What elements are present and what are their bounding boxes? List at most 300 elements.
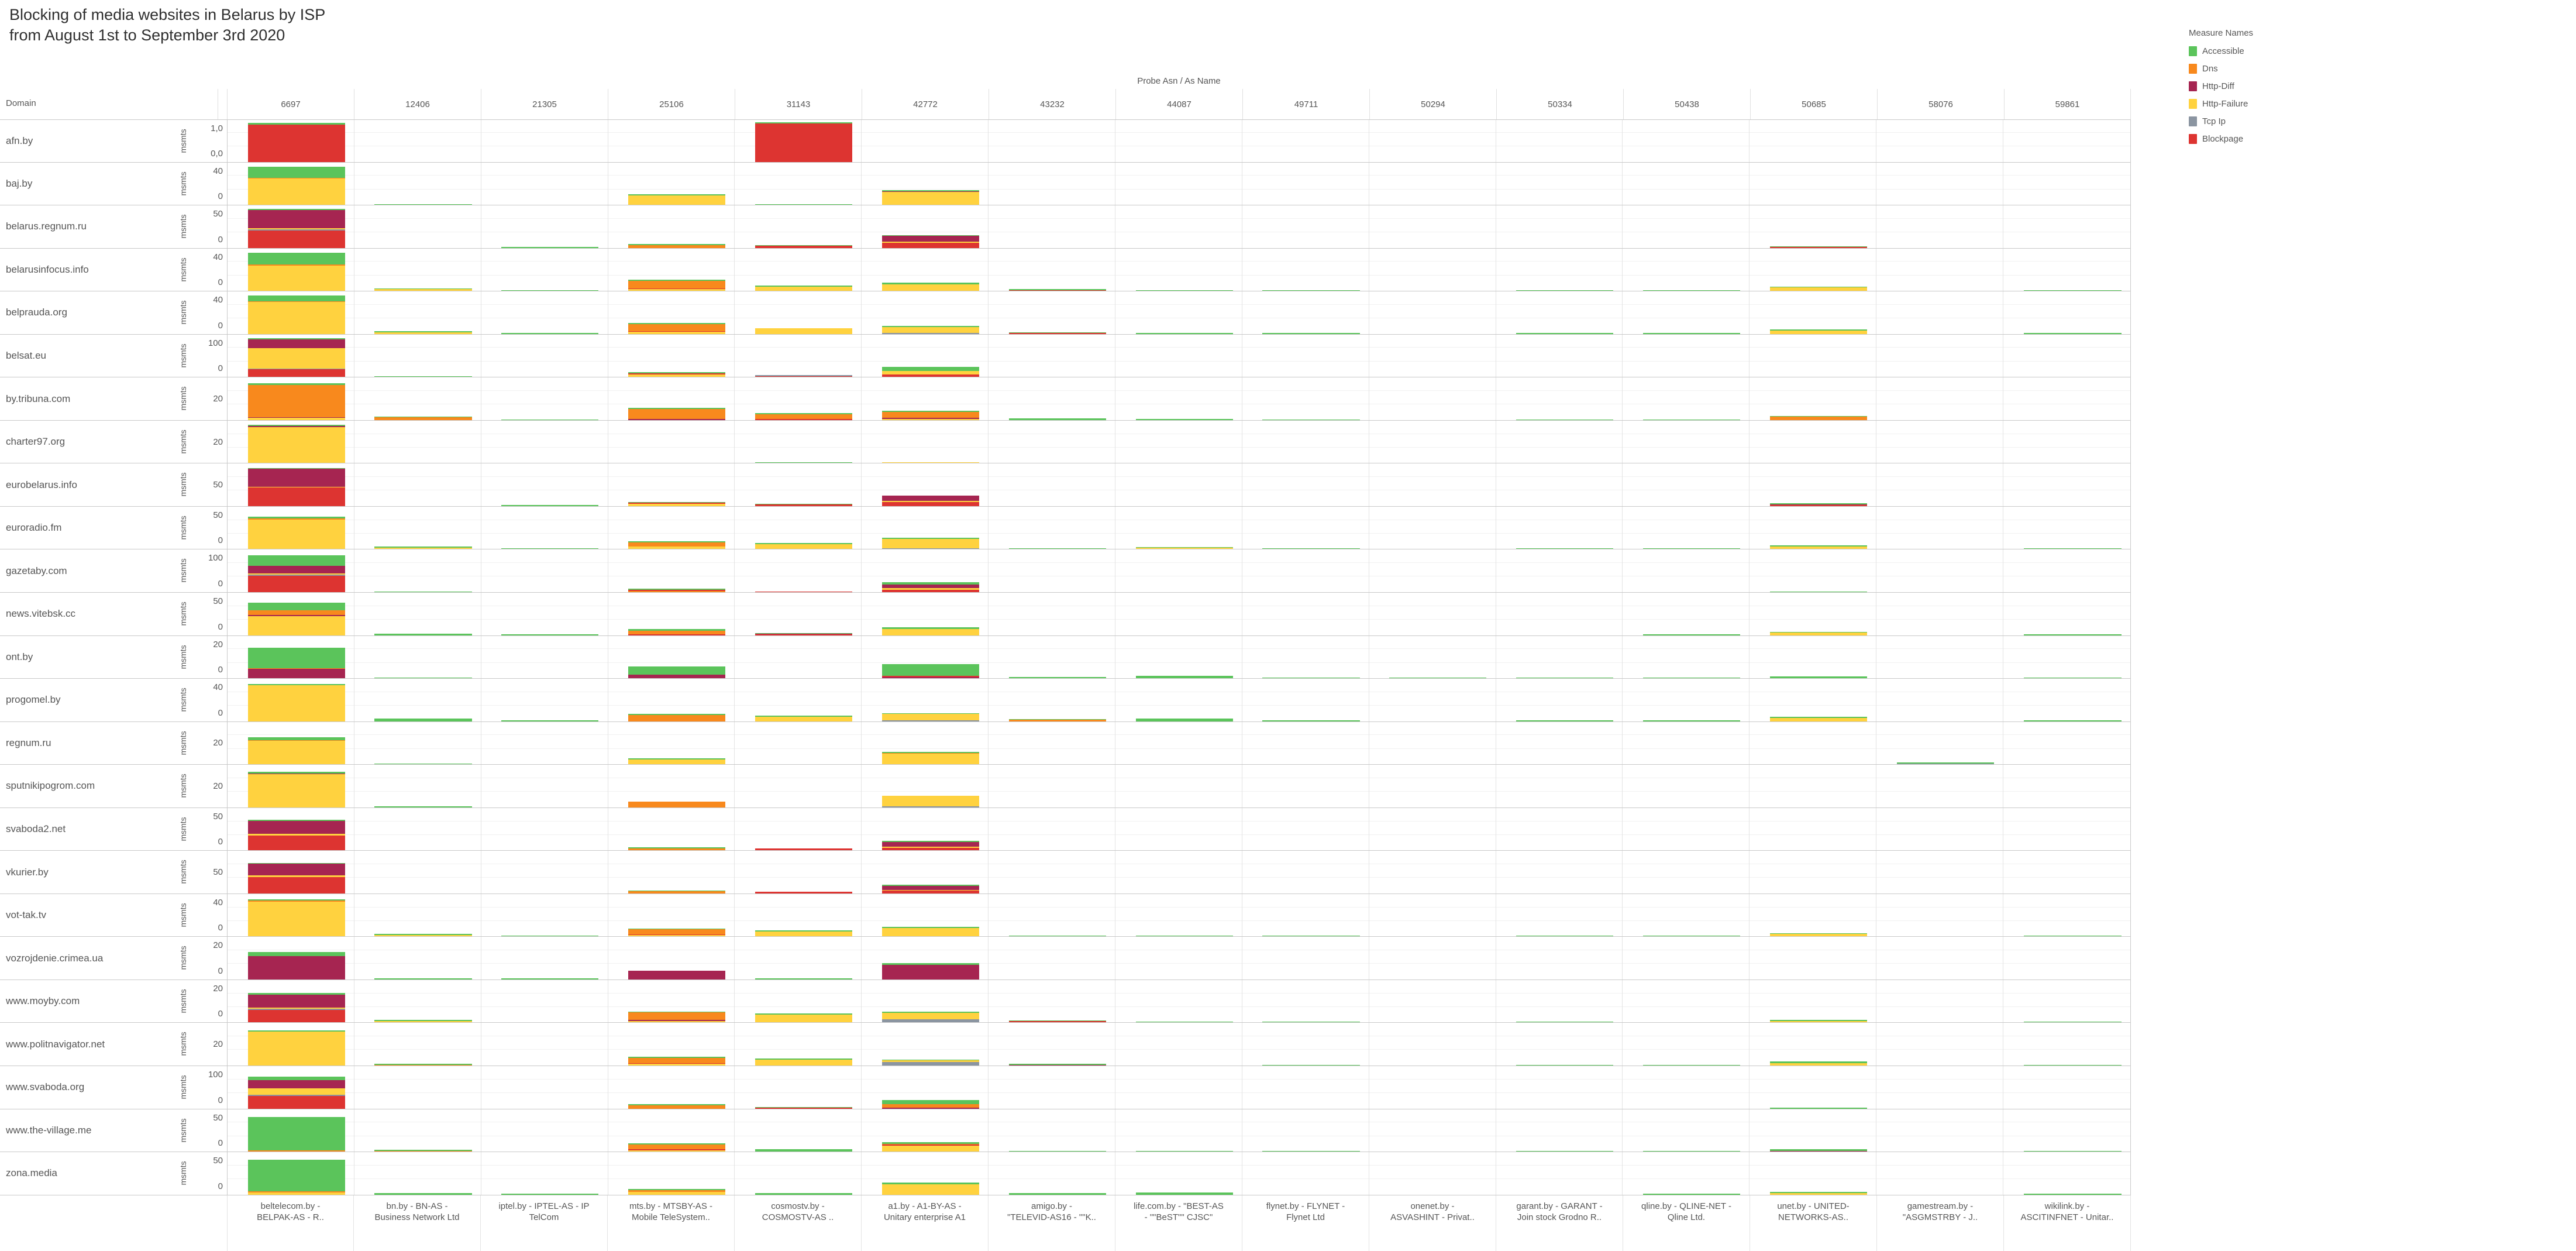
bar-segment-d[interactable] bbox=[628, 891, 725, 893]
stacked-bar[interactable] bbox=[1136, 936, 1233, 937]
stacked-bar[interactable] bbox=[1770, 632, 1867, 635]
bar-segment-d[interactable] bbox=[628, 1145, 725, 1150]
stacked-bar[interactable] bbox=[2024, 1194, 2122, 1195]
bar-segment-b[interactable] bbox=[1009, 290, 1106, 291]
stacked-bar[interactable] bbox=[755, 413, 852, 420]
stacked-bar[interactable] bbox=[374, 376, 471, 377]
stacked-bar[interactable] bbox=[628, 408, 725, 420]
stacked-bar[interactable] bbox=[248, 1077, 345, 1108]
bar-segment-f[interactable] bbox=[248, 302, 345, 334]
stacked-bar[interactable] bbox=[2024, 720, 2122, 721]
bar-segment-a[interactable] bbox=[755, 978, 852, 980]
bar-segment-h[interactable] bbox=[248, 469, 345, 487]
stacked-bar[interactable] bbox=[501, 505, 598, 506]
stacked-bar[interactable] bbox=[1516, 333, 1613, 334]
bar-segment-f[interactable] bbox=[374, 332, 471, 334]
bar-segment-f[interactable] bbox=[628, 195, 725, 205]
stacked-bar[interactable] bbox=[628, 891, 725, 893]
stacked-bar[interactable] bbox=[1643, 634, 1740, 635]
bar-segment-f[interactable] bbox=[248, 427, 345, 463]
stacked-bar[interactable] bbox=[1262, 936, 1359, 937]
bar-segment-a[interactable] bbox=[501, 936, 598, 937]
stacked-bar[interactable] bbox=[374, 288, 471, 291]
stacked-bar[interactable] bbox=[1262, 333, 1359, 334]
bar-segment-a[interactable] bbox=[248, 555, 345, 566]
stacked-bar[interactable] bbox=[248, 993, 345, 1023]
bar-segment-a[interactable] bbox=[248, 295, 345, 301]
bar-segment-f[interactable] bbox=[248, 1192, 345, 1195]
bar-segment-b[interactable] bbox=[755, 246, 852, 248]
stacked-bar[interactable] bbox=[628, 758, 725, 764]
bar-segment-a[interactable] bbox=[1643, 720, 1740, 721]
stacked-bar[interactable] bbox=[882, 326, 979, 334]
bar-segment-a[interactable] bbox=[374, 634, 471, 635]
bar-segment-t[interactable] bbox=[1897, 764, 1994, 765]
bar-segment-t[interactable] bbox=[882, 1062, 979, 1066]
bar-segment-f[interactable] bbox=[248, 616, 345, 635]
stacked-bar[interactable] bbox=[755, 245, 852, 248]
stacked-bar[interactable] bbox=[755, 462, 852, 463]
stacked-bar[interactable] bbox=[1389, 678, 1486, 679]
bar-segment-a[interactable] bbox=[1770, 676, 1867, 678]
stacked-bar[interactable] bbox=[882, 627, 979, 635]
stacked-bar[interactable] bbox=[1009, 548, 1106, 549]
stacked-bar[interactable] bbox=[628, 1189, 725, 1194]
bar-segment-f[interactable] bbox=[755, 932, 852, 937]
bar-segment-f[interactable] bbox=[882, 1146, 979, 1152]
bar-segment-a[interactable] bbox=[501, 634, 598, 635]
stacked-bar[interactable] bbox=[1770, 545, 1867, 549]
bar-segment-h[interactable] bbox=[628, 971, 725, 980]
bar-segment-a[interactable] bbox=[755, 1149, 852, 1152]
bar-segment-h[interactable] bbox=[882, 886, 979, 890]
bar-segment-f[interactable] bbox=[882, 796, 979, 806]
bar-segment-b[interactable] bbox=[1770, 247, 1867, 248]
bar-segment-h[interactable] bbox=[882, 496, 979, 501]
stacked-bar[interactable] bbox=[1770, 503, 1867, 506]
stacked-bar[interactable] bbox=[374, 1193, 471, 1194]
bar-segment-a[interactable] bbox=[1389, 678, 1486, 679]
bar-segment-a[interactable] bbox=[1009, 1151, 1106, 1152]
stacked-bar[interactable] bbox=[1770, 717, 1867, 721]
bar-segment-b[interactable] bbox=[248, 369, 345, 377]
bar-segment-d[interactable] bbox=[628, 281, 725, 288]
stacked-bar[interactable] bbox=[248, 123, 345, 162]
bar-segment-a[interactable] bbox=[628, 666, 725, 675]
bar-segment-a[interactable] bbox=[1009, 418, 1106, 420]
bar-segment-a[interactable] bbox=[374, 978, 471, 980]
stacked-bar[interactable] bbox=[1262, 290, 1359, 291]
bar-segment-f[interactable] bbox=[628, 332, 725, 334]
bar-segment-a[interactable] bbox=[374, 376, 471, 377]
stacked-bar[interactable] bbox=[882, 1142, 979, 1152]
bar-segment-a[interactable] bbox=[1643, 1065, 1740, 1066]
bar-segment-a[interactable] bbox=[1136, 290, 1233, 291]
stacked-bar[interactable] bbox=[882, 927, 979, 936]
bar-segment-a[interactable] bbox=[2024, 720, 2122, 721]
bar-segment-b[interactable] bbox=[755, 892, 852, 893]
stacked-bar[interactable] bbox=[628, 666, 725, 678]
bar-segment-f[interactable] bbox=[374, 935, 471, 937]
bar-segment-f[interactable] bbox=[1770, 287, 1867, 291]
stacked-bar[interactable] bbox=[1009, 936, 1106, 937]
stacked-bar[interactable] bbox=[248, 517, 345, 549]
bar-segment-d[interactable] bbox=[628, 1012, 725, 1020]
stacked-bar[interactable] bbox=[755, 892, 852, 893]
stacked-bar[interactable] bbox=[755, 1149, 852, 1152]
bar-segment-a[interactable] bbox=[1516, 936, 1613, 937]
bar-segment-b[interactable] bbox=[755, 634, 852, 635]
bar-segment-a[interactable] bbox=[2024, 1194, 2122, 1195]
bar-segment-h[interactable] bbox=[248, 1080, 345, 1089]
bar-segment-a[interactable] bbox=[1136, 936, 1233, 937]
stacked-bar[interactable] bbox=[374, 978, 471, 980]
bar-segment-f[interactable] bbox=[1770, 1021, 1867, 1023]
bar-segment-h[interactable] bbox=[882, 236, 979, 242]
stacked-bar[interactable] bbox=[882, 190, 979, 205]
bar-segment-a[interactable] bbox=[1643, 1194, 1740, 1195]
stacked-bar[interactable] bbox=[1009, 1151, 1106, 1152]
bar-segment-h[interactable] bbox=[882, 965, 979, 980]
bar-segment-d[interactable] bbox=[374, 1065, 471, 1066]
bar-segment-f[interactable] bbox=[248, 348, 345, 369]
bar-segment-f[interactable] bbox=[755, 717, 852, 721]
stacked-bar[interactable] bbox=[1009, 677, 1106, 678]
stacked-bar[interactable] bbox=[501, 247, 598, 248]
bar-segment-a[interactable] bbox=[1009, 1193, 1106, 1194]
stacked-bar[interactable] bbox=[248, 167, 345, 205]
stacked-bar[interactable] bbox=[248, 1030, 345, 1066]
stacked-bar[interactable] bbox=[1009, 719, 1106, 721]
stacked-bar[interactable] bbox=[1136, 290, 1233, 291]
bar-segment-a[interactable] bbox=[1262, 548, 1359, 549]
stacked-bar[interactable] bbox=[1770, 246, 1867, 248]
bar-segment-a[interactable] bbox=[374, 592, 471, 593]
bar-segment-a[interactable] bbox=[248, 167, 345, 178]
stacked-bar[interactable] bbox=[628, 1057, 725, 1066]
stacked-bar[interactable] bbox=[1136, 719, 1233, 721]
bar-segment-f[interactable] bbox=[628, 374, 725, 377]
stacked-bar[interactable] bbox=[628, 589, 725, 592]
bar-segment-f[interactable] bbox=[1770, 1063, 1867, 1066]
bar-segment-a[interactable] bbox=[1643, 634, 1740, 635]
stacked-bar[interactable] bbox=[1516, 936, 1613, 937]
bar-segment-f[interactable] bbox=[248, 1088, 345, 1095]
stacked-bar[interactable] bbox=[628, 323, 725, 334]
stacked-bar[interactable] bbox=[1262, 720, 1359, 721]
bar-segment-a[interactable] bbox=[1262, 1022, 1359, 1023]
bar-segment-a[interactable] bbox=[1643, 936, 1740, 937]
bar-segment-a[interactable] bbox=[2024, 634, 2122, 635]
stacked-bar[interactable] bbox=[628, 244, 725, 248]
stacked-bar[interactable] bbox=[1770, 416, 1867, 420]
stacked-bar[interactable] bbox=[374, 634, 471, 635]
stacked-bar[interactable] bbox=[628, 929, 725, 937]
bar-segment-b[interactable] bbox=[755, 123, 852, 161]
bar-segment-f[interactable] bbox=[1136, 548, 1233, 549]
stacked-bar[interactable] bbox=[374, 1150, 471, 1152]
stacked-bar[interactable] bbox=[628, 1143, 725, 1152]
legend-item-blockpage[interactable] bbox=[2189, 134, 2306, 144]
stacked-bar[interactable] bbox=[628, 1104, 725, 1108]
stacked-bar[interactable] bbox=[374, 331, 471, 334]
stacked-bar[interactable] bbox=[1009, 1064, 1106, 1066]
bar-segment-a[interactable] bbox=[248, 1160, 345, 1191]
bar-segment-f[interactable] bbox=[1770, 718, 1867, 721]
stacked-bar[interactable] bbox=[755, 848, 852, 850]
bar-segment-a[interactable] bbox=[501, 247, 598, 248]
bar-segment-b[interactable] bbox=[1009, 333, 1106, 334]
stacked-bar[interactable] bbox=[1770, 1020, 1867, 1022]
stacked-bar[interactable] bbox=[628, 372, 725, 377]
bar-segment-a[interactable] bbox=[248, 603, 345, 610]
stacked-bar[interactable] bbox=[1262, 1151, 1359, 1152]
stacked-bar[interactable] bbox=[755, 633, 852, 635]
bar-segment-a[interactable] bbox=[1009, 936, 1106, 937]
stacked-bar[interactable] bbox=[628, 847, 725, 850]
bar-segment-a[interactable] bbox=[248, 253, 345, 264]
stacked-bar[interactable] bbox=[248, 899, 345, 936]
bar-segment-d[interactable] bbox=[628, 409, 725, 419]
legend-item-http-diff[interactable] bbox=[2189, 81, 2306, 91]
bar-segment-a[interactable] bbox=[374, 678, 471, 679]
bar-segment-b[interactable] bbox=[248, 1096, 345, 1109]
stacked-bar[interactable] bbox=[1262, 1065, 1359, 1066]
bar-segment-f[interactable] bbox=[248, 685, 345, 721]
bar-segment-a[interactable] bbox=[1643, 1151, 1740, 1152]
stacked-bar[interactable] bbox=[1770, 1149, 1867, 1152]
bar-segment-a[interactable] bbox=[1262, 936, 1359, 937]
bar-segment-f[interactable] bbox=[628, 935, 725, 936]
bar-segment-t[interactable] bbox=[882, 720, 979, 721]
bar-segment-a[interactable] bbox=[1136, 1022, 1233, 1023]
bar-segment-a[interactable] bbox=[2024, 290, 2122, 291]
bar-segment-f[interactable] bbox=[882, 754, 979, 764]
bar-segment-d[interactable] bbox=[374, 1151, 471, 1152]
stacked-bar[interactable] bbox=[755, 930, 852, 936]
stacked-bar[interactable] bbox=[1262, 548, 1359, 549]
stacked-bar[interactable] bbox=[501, 978, 598, 980]
stacked-bar[interactable] bbox=[755, 504, 852, 506]
bar-segment-b[interactable] bbox=[248, 877, 345, 893]
stacked-bar[interactable] bbox=[1643, 720, 1740, 721]
bar-segment-b[interactable] bbox=[248, 125, 345, 162]
stacked-bar[interactable] bbox=[1516, 1022, 1613, 1023]
stacked-bar[interactable] bbox=[1009, 1193, 1106, 1194]
bar-segment-h[interactable] bbox=[248, 864, 345, 875]
stacked-bar[interactable] bbox=[1770, 1192, 1867, 1195]
bar-segment-b[interactable] bbox=[882, 891, 979, 893]
bar-segment-a[interactable] bbox=[1643, 678, 1740, 679]
stacked-bar[interactable] bbox=[248, 1160, 345, 1195]
stacked-bar[interactable] bbox=[755, 204, 852, 205]
stacked-bar[interactable] bbox=[628, 502, 725, 506]
stacked-bar[interactable] bbox=[1770, 329, 1867, 334]
bar-segment-f[interactable] bbox=[755, 287, 852, 291]
bar-segment-b[interactable] bbox=[248, 836, 345, 850]
stacked-bar[interactable] bbox=[248, 209, 345, 248]
bar-segment-d[interactable] bbox=[1009, 720, 1106, 721]
bar-segment-b[interactable] bbox=[1770, 505, 1867, 506]
stacked-bar[interactable] bbox=[248, 468, 345, 506]
stacked-bar[interactable] bbox=[248, 737, 345, 764]
stacked-bar[interactable] bbox=[2024, 290, 2122, 291]
stacked-bar[interactable] bbox=[501, 548, 598, 549]
bar-segment-b[interactable] bbox=[755, 1108, 852, 1109]
bar-segment-a[interactable] bbox=[374, 204, 471, 205]
bar-segment-f[interactable] bbox=[248, 1032, 345, 1066]
bar-segment-f[interactable] bbox=[1770, 633, 1867, 635]
bar-segment-d[interactable] bbox=[628, 591, 725, 592]
stacked-bar[interactable] bbox=[2024, 936, 2122, 937]
bar-segment-d[interactable] bbox=[248, 610, 345, 614]
stacked-bar[interactable] bbox=[1136, 1022, 1233, 1023]
bar-segment-b[interactable] bbox=[248, 576, 345, 592]
stacked-bar[interactable] bbox=[755, 1013, 852, 1022]
bar-segment-f[interactable] bbox=[1770, 547, 1867, 549]
bar-segment-b[interactable] bbox=[248, 1010, 345, 1023]
stacked-bar[interactable] bbox=[248, 952, 345, 980]
stacked-bar[interactable] bbox=[248, 253, 345, 291]
stacked-bar[interactable] bbox=[1136, 419, 1233, 420]
stacked-bar[interactable] bbox=[1897, 762, 1994, 764]
stacked-bar[interactable] bbox=[248, 603, 345, 635]
bar-segment-h[interactable] bbox=[248, 669, 345, 678]
legend-item-dns[interactable] bbox=[2189, 64, 2306, 74]
stacked-bar[interactable] bbox=[501, 333, 598, 334]
bar-segment-f[interactable] bbox=[628, 1064, 725, 1066]
stacked-bar[interactable] bbox=[374, 204, 471, 205]
stacked-bar[interactable] bbox=[1770, 933, 1867, 937]
bar-segment-f[interactable] bbox=[882, 539, 979, 548]
bar-segment-f[interactable] bbox=[882, 284, 979, 291]
stacked-bar[interactable] bbox=[374, 417, 471, 420]
stacked-bar[interactable] bbox=[374, 1064, 471, 1066]
stacked-bar[interactable] bbox=[248, 684, 345, 721]
bar-segment-h[interactable] bbox=[882, 842, 979, 847]
stacked-bar[interactable] bbox=[1009, 1020, 1106, 1023]
bar-segment-a[interactable] bbox=[1262, 1151, 1359, 1152]
stacked-bar[interactable] bbox=[1136, 547, 1233, 549]
bar-segment-b[interactable] bbox=[755, 504, 852, 506]
bar-segment-f[interactable] bbox=[248, 741, 345, 764]
bar-segment-f[interactable] bbox=[882, 714, 979, 720]
bar-segment-a[interactable] bbox=[374, 764, 471, 765]
stacked-bar[interactable] bbox=[248, 820, 345, 850]
bar-segment-a[interactable] bbox=[2024, 548, 2122, 549]
bar-segment-b[interactable] bbox=[755, 376, 852, 377]
bar-segment-a[interactable] bbox=[1770, 1108, 1867, 1109]
stacked-bar[interactable] bbox=[1643, 936, 1740, 937]
stacked-bar[interactable] bbox=[755, 716, 852, 721]
bar-segment-a[interactable] bbox=[1009, 677, 1106, 678]
stacked-bar[interactable] bbox=[248, 863, 345, 893]
stacked-bar[interactable] bbox=[1516, 548, 1613, 549]
stacked-bar[interactable] bbox=[1643, 333, 1740, 334]
stacked-bar[interactable] bbox=[755, 286, 852, 291]
bar-segment-a[interactable] bbox=[501, 978, 598, 980]
bar-segment-d[interactable] bbox=[628, 715, 725, 721]
bar-segment-b[interactable] bbox=[882, 502, 979, 506]
stacked-bar[interactable] bbox=[374, 678, 471, 679]
stacked-bar[interactable] bbox=[882, 664, 979, 678]
bar-segment-a[interactable] bbox=[1009, 548, 1106, 549]
stacked-bar[interactable] bbox=[755, 592, 852, 593]
bar-segment-t[interactable] bbox=[882, 548, 979, 549]
stacked-bar[interactable] bbox=[374, 1020, 471, 1022]
bar-segment-f[interactable] bbox=[755, 1015, 852, 1022]
bar-segment-h[interactable] bbox=[248, 339, 345, 348]
bar-segment-d[interactable] bbox=[628, 802, 725, 807]
bar-segment-h[interactable] bbox=[628, 419, 725, 420]
stacked-bar[interactable] bbox=[882, 496, 979, 506]
bar-segment-a[interactable] bbox=[1262, 1065, 1359, 1066]
stacked-bar[interactable] bbox=[2024, 634, 2122, 635]
bar-segment-a[interactable] bbox=[755, 204, 852, 205]
stacked-bar[interactable] bbox=[1136, 676, 1233, 678]
stacked-bar[interactable] bbox=[882, 367, 979, 377]
stacked-bar[interactable] bbox=[628, 971, 725, 980]
stacked-bar[interactable] bbox=[374, 547, 471, 549]
bar-segment-b[interactable] bbox=[755, 592, 852, 593]
bar-segment-a[interactable] bbox=[248, 648, 345, 668]
bar-segment-t[interactable] bbox=[882, 333, 979, 334]
bar-segment-f[interactable] bbox=[882, 629, 979, 635]
stacked-bar[interactable] bbox=[1009, 289, 1106, 291]
stacked-bar[interactable] bbox=[248, 648, 345, 678]
bar-segment-f[interactable] bbox=[628, 504, 725, 506]
bar-segment-d[interactable] bbox=[628, 1105, 725, 1109]
bar-segment-f[interactable] bbox=[628, 1150, 725, 1152]
stacked-bar[interactable] bbox=[882, 963, 979, 980]
stacked-bar[interactable] bbox=[882, 841, 979, 850]
bar-segment-a[interactable] bbox=[755, 1193, 852, 1194]
stacked-bar[interactable] bbox=[2024, 333, 2122, 334]
bar-segment-a[interactable] bbox=[501, 505, 598, 506]
bar-segment-a[interactable] bbox=[1136, 1151, 1233, 1152]
bar-segment-f[interactable] bbox=[882, 462, 979, 463]
stacked-bar[interactable] bbox=[882, 538, 979, 549]
stacked-bar[interactable] bbox=[882, 796, 979, 807]
bar-segment-h[interactable] bbox=[248, 956, 345, 980]
stacked-bar[interactable] bbox=[1770, 1108, 1867, 1109]
bar-segment-a[interactable] bbox=[501, 333, 598, 334]
bar-segment-h[interactable] bbox=[882, 1108, 979, 1109]
bar-segment-a[interactable] bbox=[1643, 548, 1740, 549]
bar-segment-f[interactable] bbox=[1770, 331, 1867, 334]
bar-segment-d[interactable] bbox=[628, 542, 725, 547]
stacked-bar[interactable] bbox=[1516, 290, 1613, 291]
bar-segment-f[interactable] bbox=[374, 289, 471, 291]
bar-segment-h[interactable] bbox=[248, 995, 345, 1008]
bar-segment-f[interactable] bbox=[628, 547, 725, 549]
stacked-bar[interactable] bbox=[248, 425, 345, 463]
bar-segment-a[interactable] bbox=[374, 719, 471, 721]
bar-segment-f[interactable] bbox=[755, 1060, 852, 1066]
stacked-bar[interactable] bbox=[2024, 1065, 2122, 1066]
stacked-bar[interactable] bbox=[628, 541, 725, 549]
stacked-bar[interactable] bbox=[2024, 678, 2122, 679]
bar-segment-a[interactable] bbox=[1262, 333, 1359, 334]
bar-segment-a[interactable] bbox=[374, 1193, 471, 1194]
bar-segment-a[interactable] bbox=[1516, 1022, 1613, 1023]
bar-segment-a[interactable] bbox=[1643, 290, 1740, 291]
bar-segment-f[interactable] bbox=[628, 1021, 725, 1023]
bar-segment-b[interactable] bbox=[248, 487, 345, 506]
stacked-bar[interactable] bbox=[1643, 548, 1740, 549]
bar-segment-f[interactable] bbox=[882, 928, 979, 937]
stacked-bar[interactable] bbox=[501, 290, 598, 291]
